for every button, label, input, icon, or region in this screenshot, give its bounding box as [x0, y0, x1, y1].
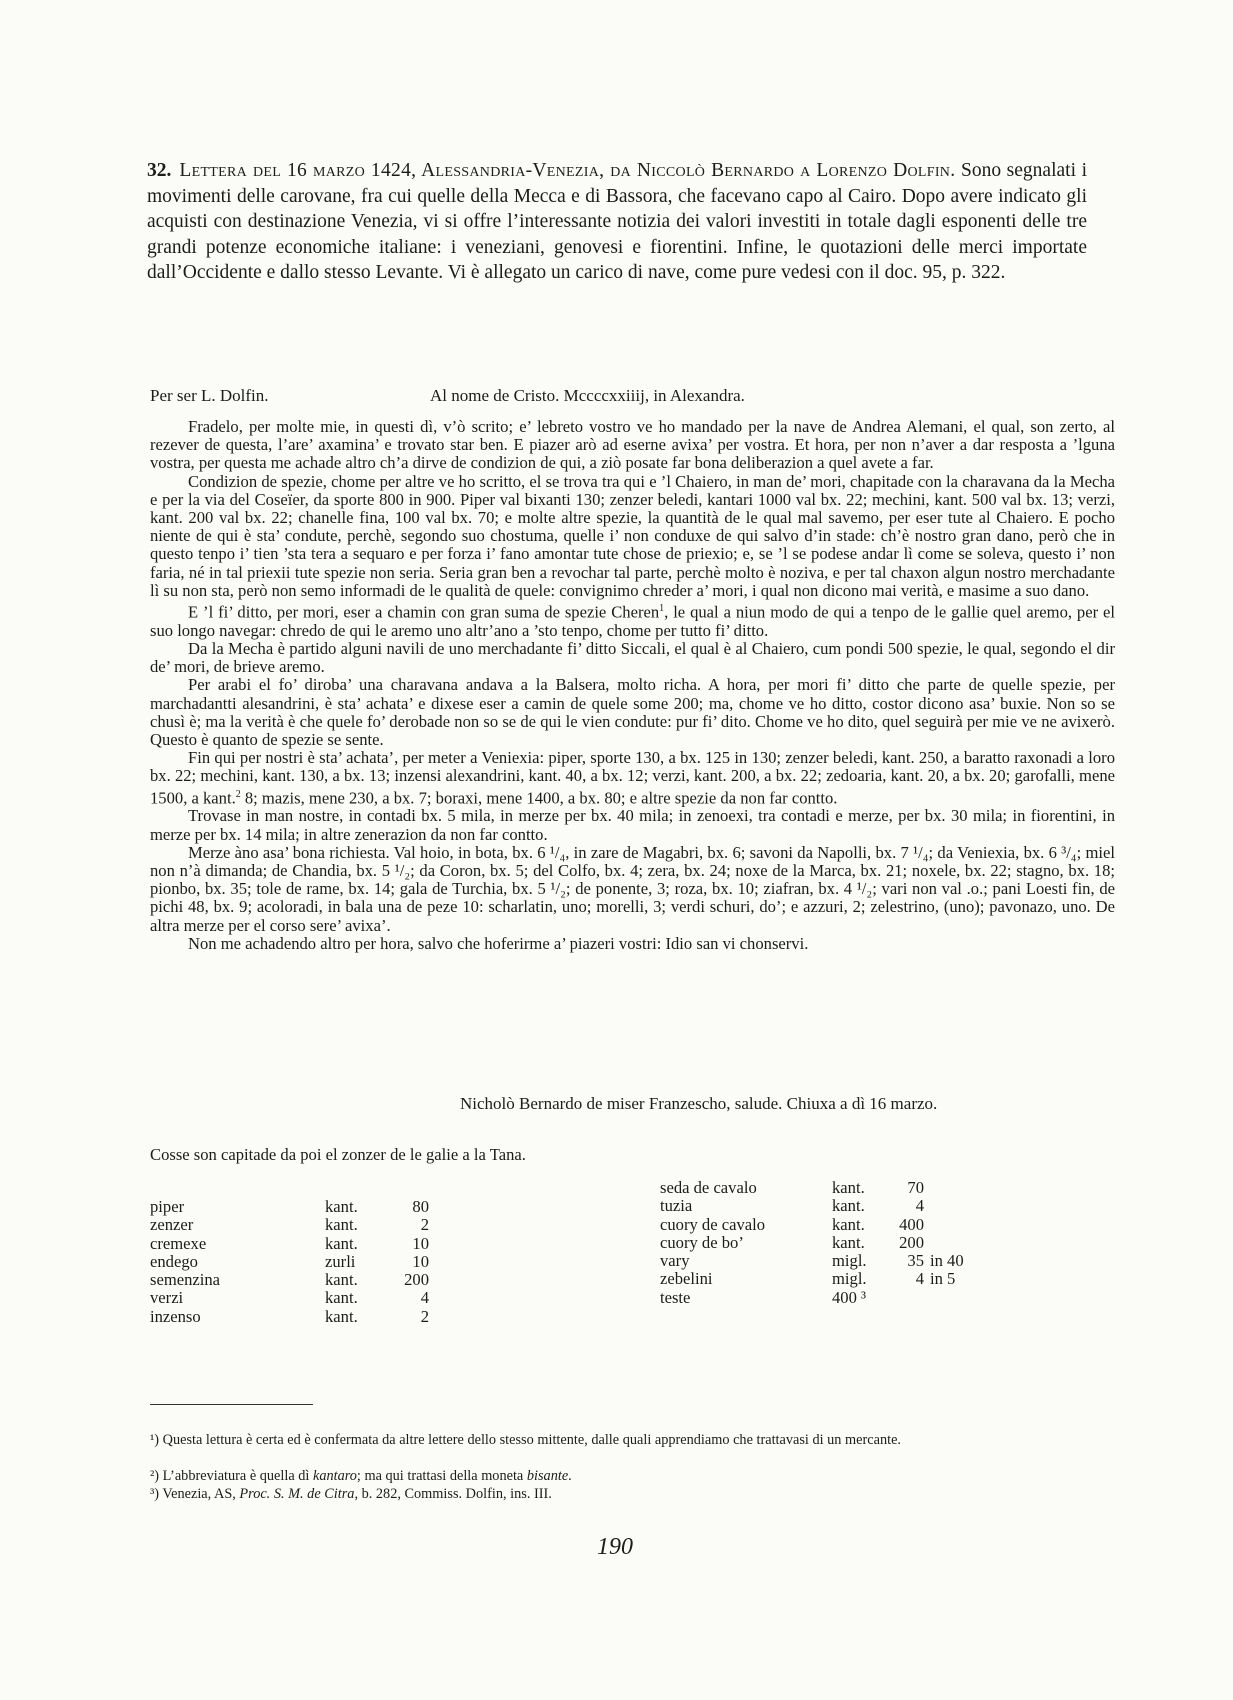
document-title: Lettera del 16 marzo 1424, Alessandria-Venezia, da Niccolò Bernardo a Lorenzo Dolfin. — [179, 160, 956, 181]
goods-qty — [884, 1289, 924, 1307]
goods-row — [150, 1253, 429, 1271]
goods-qty: 200 — [404, 1270, 429, 1290]
footnote-ref: 2 — [235, 788, 241, 800]
footnote-3: ³) Venezia, AS, Proc. S. M. de Citra, b. 282, Commiss. Dolfin, ins. III. — [150, 1486, 552, 1502]
goods-name: cremexe — [150, 1233, 207, 1253]
goods-name: piper — [150, 1197, 185, 1216]
goods-row — [150, 1289, 429, 1307]
goods-row — [660, 1289, 964, 1307]
goods-name: zebelini — [660, 1269, 713, 1289]
goods-table-right — [660, 1179, 964, 1307]
goods-qty: 200 — [899, 1232, 924, 1252]
footnote-1: ¹) Questa lettura è certa ed è confermata da altre lettere dello stesso mittente, dalle quali apprendiamo che trattavasi di un mercante. — [150, 1432, 901, 1448]
goods-qty: 10 — [412, 1233, 429, 1253]
goods-unit: migl. — [832, 1251, 867, 1271]
goods-list-title: Cosse son capitade da poi el zonzer de le galie a la Tana. — [150, 1145, 526, 1164]
goods-unit: kant. — [832, 1214, 865, 1234]
letter-dateline: Al nome de Cristo. Mccccxxiiij, in Alexandra. — [430, 386, 745, 405]
letter-paragraph: Da la Mecha è partido alguni navili de uno merchadante fi’ ditto Siccali, el qual è al Chaiero, cum pondi 500 spezie, le qual, segondo el dir de’ mori, de brieve aremo. — [150, 638, 1115, 677]
letter-paragraph: Fin qui per nostri è sta’ achata’, per meter a Veniexia: piper, sporte 130, a bx. 125 in 130; zenzer beledi, kant. 250, a baratto raxonadi a loro bx. 22; mechini, kant. 130, a bx. 13; inzensi alexandrini, kant. 40, a bx. 12; verzi, kant. 200, a bx. 22; zedoaria, kant. 20, a bx. 20; garofalli, mene 1500, a kant.$^2$ 8; mazis, mene 230, a bx. 7; boraxi, mene 1400, a bx. 80; e altre spezie da non far contto. — [150, 748, 1115, 808]
goods-row — [660, 1234, 964, 1252]
document-heading — [147, 158, 1087, 286]
goods-qty: 400 — [899, 1214, 924, 1234]
document-summary: Sono segnalati i movimenti delle carovane, fra cui quelle della Mecca e di Bassora, che facevano capo al Cairo. Dopo avere indicato gli acquisti con destinazione Venezia, vi si offre l’interessante notizia dei valori investiti in totale dagli esponenti delle tre grandi potenze economiche italiane: i veneziani, genovesi e fiorentini. Infine, le quotazioni delle merci importate dall’Occidente e dallo stesso Levante. Vi è allegato un carico di nave, come pure vedesi con il doc. 95, p. 322. — [147, 160, 1088, 283]
letter-body — [150, 418, 1115, 953]
goods-qty: 4 — [420, 1288, 429, 1308]
goods-unit: zurli — [325, 1251, 356, 1271]
letter-paragraph: Condizion de spezie, chome per altre ve ho scritto, el se trova tra qui e ’l Chaiero, in man de’ mori, chapitade con la charavana da la Mecha e per la via del Coseïer, da sporte 800 in 900. Piper val bixanti 130; zenzer beledi, kantari 1000 val bx. 22; mechini, kant. 500 val bx. 13; verzi, kant. 200 val bx. 22; chanelle fina, 100 val bx. 70; e molte altre spezie, la quantità de le qual mal savemo, per eser tute al Chaiero. E pocho niente de qui è sta’ condute, perchè, segondo suo chostuma, quelle i’ non conduxe de qui salvo d’in stade: ch’è nostro gran dano, però che in questo tenpo i’ tien ’sta tera a sequaro e per forza i’ fano amontar tute chose de priexio; e, se ’l se podese andar lì come se soleva, questo i’ non faria, né in tal priexii tute spezie non seria. Seria gran ben a revochar tal parte, perchè molto è noziva, e per tal chaxon algun nostro merchadante lì su non sta, però non semo informadi de le qualità de quele: convignimo chreder a’ mori, i qual non dicono mai verità, e masime a suo dano. — [150, 471, 1115, 600]
goods-name: cuory de bo’ — [660, 1232, 744, 1252]
goods-qty: 4 — [915, 1269, 924, 1289]
footnote-2: ²) L’abbreviatura è quella dì kantaro; ma qui trattasi della moneta bisante. — [150, 1468, 572, 1484]
goods-row — [150, 1271, 429, 1289]
goods-row — [660, 1197, 964, 1215]
goods-unit: kant. — [832, 1196, 865, 1216]
goods-unit: kant. — [832, 1178, 865, 1197]
document-number: 32. — [147, 160, 172, 181]
letter-paragraph: Per arabi el fo’ diroba’ una charavana andava a la Balsera, molto richa. A hora, per mori fi’ ditto che parte de quelle spezie, per marchadantti alesandrini, è sta’ achata’ e dixese eser a camin de quele some 200; ma, chome ve ho ditto, costor dicono asa’ buxie. Non so se chusì è; ma la verità è che quele fo’ derobade non so se de qui le vien condute: pur fi’ dito. Chome ve ho dito, quel seguirà per mie ve ne avixerò. Questo è quanto de spezie se sente. — [150, 675, 1115, 749]
goods-qty: 10 — [412, 1251, 429, 1271]
letter-address: Per ser L. Dolfin. — [150, 386, 269, 405]
goods-unit: kant. — [325, 1288, 358, 1308]
letter-paragraph: Fradelo, per molte mie, in questi dì, v’ò scrito; e’ lebreto vostro ve ho mandado per la nave de Andrea Alemani, el qual, son zerto, al rezever de questa, l’are’ axamina’ e trovato star ben. E piazer arò ad eserne avixa’ per vostra. Et hora, per non n’aver a dar resposta a ’lguna vostra, per questa me achade altro ch’a dirve de condizion de qui, a ziò posate far bona deliberazion a quel avete a far. — [150, 417, 1115, 473]
goods-unit: 400 ³ — [832, 1287, 867, 1307]
letter-paragraph: Merze àno asa’ bona richiesta. Val hoio, in bota, bx. 6 ¹/₄, in zare de Magabri, bx. 6; savoni da Napolli, bx. 7 ¹/₄; da Veniexia, bx. 6 ³/₄; miel non n’à dimanda; de Chandia, bx. 5 ¹/₂; da Coron, bx. 5; del Colfo, bx. 4; zera, bx. 24; noxe de la Marca, bx. 21; noxele, bx. 22; stagno, bx. 18; pionbo, bx. 35; tole de rame, bx. 14; gala de Turchia, bx. 5 ¹/₂; de ponente, 3; roza, bx. 10; ziafran, bx. 4 ¹/₂; vari non val .o.; pani Loesti fin, de pichi 48, bx. 9; acoloradi, in bala una de peze 10: scharlatin, uno; morelli, 3; verdi schuri, do’; e azzuri, 2; zelestrino, (uno); pavonazo, uno. De altra merze per el corso sere’ avixa’. — [150, 842, 1115, 935]
goods-name: cuory de cavalo — [660, 1214, 766, 1234]
goods-row — [660, 1270, 964, 1288]
goods-extra: in 5 — [930, 1269, 956, 1289]
goods-extra: in 40 — [930, 1251, 964, 1271]
goods-qty: 4 — [915, 1196, 924, 1216]
goods-row — [660, 1252, 964, 1270]
goods-name: semenzina — [150, 1270, 221, 1290]
goods-row — [150, 1216, 429, 1234]
goods-qty: 35 — [907, 1251, 924, 1271]
goods-qty: 2 — [420, 1306, 429, 1326]
footnote-ref: 1 — [659, 603, 665, 615]
goods-qty: 2 — [420, 1215, 429, 1235]
goods-name: tuzia — [660, 1196, 693, 1216]
goods-unit: kant. — [325, 1233, 358, 1253]
goods-name: vary — [660, 1251, 690, 1271]
goods-unit: kant. — [325, 1306, 358, 1326]
goods-qty: 70 — [907, 1178, 924, 1197]
goods-unit: kant. — [325, 1270, 358, 1290]
letter-paragraph: Trovase in man nostre, in contadi bx. 5 mila, in merze per bx. 40 mila; in zenoexi, tra contadi e merze, per bx. 30 mila; in fiorentini, in merze per bx. 14 mila; in altre zenerazion da non far contto. — [150, 806, 1115, 844]
goods-name: inzenso — [150, 1306, 201, 1326]
goods-extra — [924, 1179, 964, 1197]
goods-row — [150, 1235, 429, 1253]
goods-unit: kant. — [325, 1215, 358, 1235]
goods-extra — [924, 1216, 964, 1234]
goods-extra — [924, 1289, 964, 1307]
footnote-divider — [150, 1404, 313, 1405]
goods-name: zenzer — [150, 1215, 194, 1235]
goods-unit: migl. — [832, 1269, 867, 1289]
goods-unit: kant. — [832, 1232, 865, 1252]
goods-row — [660, 1216, 964, 1234]
goods-row — [150, 1308, 429, 1326]
letter-paragraph: Non me achadendo altro per hora, salvo che hoferirme a’ piazeri vostri: Idio san vi chonservi. — [188, 933, 809, 953]
goods-table-left — [150, 1198, 429, 1326]
goods-name: teste — [660, 1287, 691, 1307]
letter-signature: Nicholò Bernardo de miser Franzescho, salude. Chiuxa a dì 16 marzo. — [460, 1094, 938, 1113]
page-number: 190 — [597, 1534, 633, 1560]
goods-extra — [924, 1234, 964, 1252]
goods-extra — [924, 1197, 964, 1215]
goods-name: verzi — [150, 1288, 184, 1308]
goods-name: endego — [150, 1251, 198, 1271]
letter-paragraph: E ’l fi’ ditto, per mori, eser a chamin con gran suma de spezie Cheren$^1$, le qual a niun modo de qui a tenpo de le gallie quel aremo, per el suo longo navegar: chredo de qui le aremo uno altr’ano a ’sto tenpo, chome per tutto fi’ ditto. — [150, 602, 1115, 640]
goods-name: seda de cavalo — [660, 1178, 757, 1197]
goods-row — [150, 1198, 429, 1216]
goods-qty: 80 — [412, 1197, 429, 1216]
goods-row — [660, 1179, 964, 1197]
goods-unit: kant. — [325, 1197, 358, 1216]
